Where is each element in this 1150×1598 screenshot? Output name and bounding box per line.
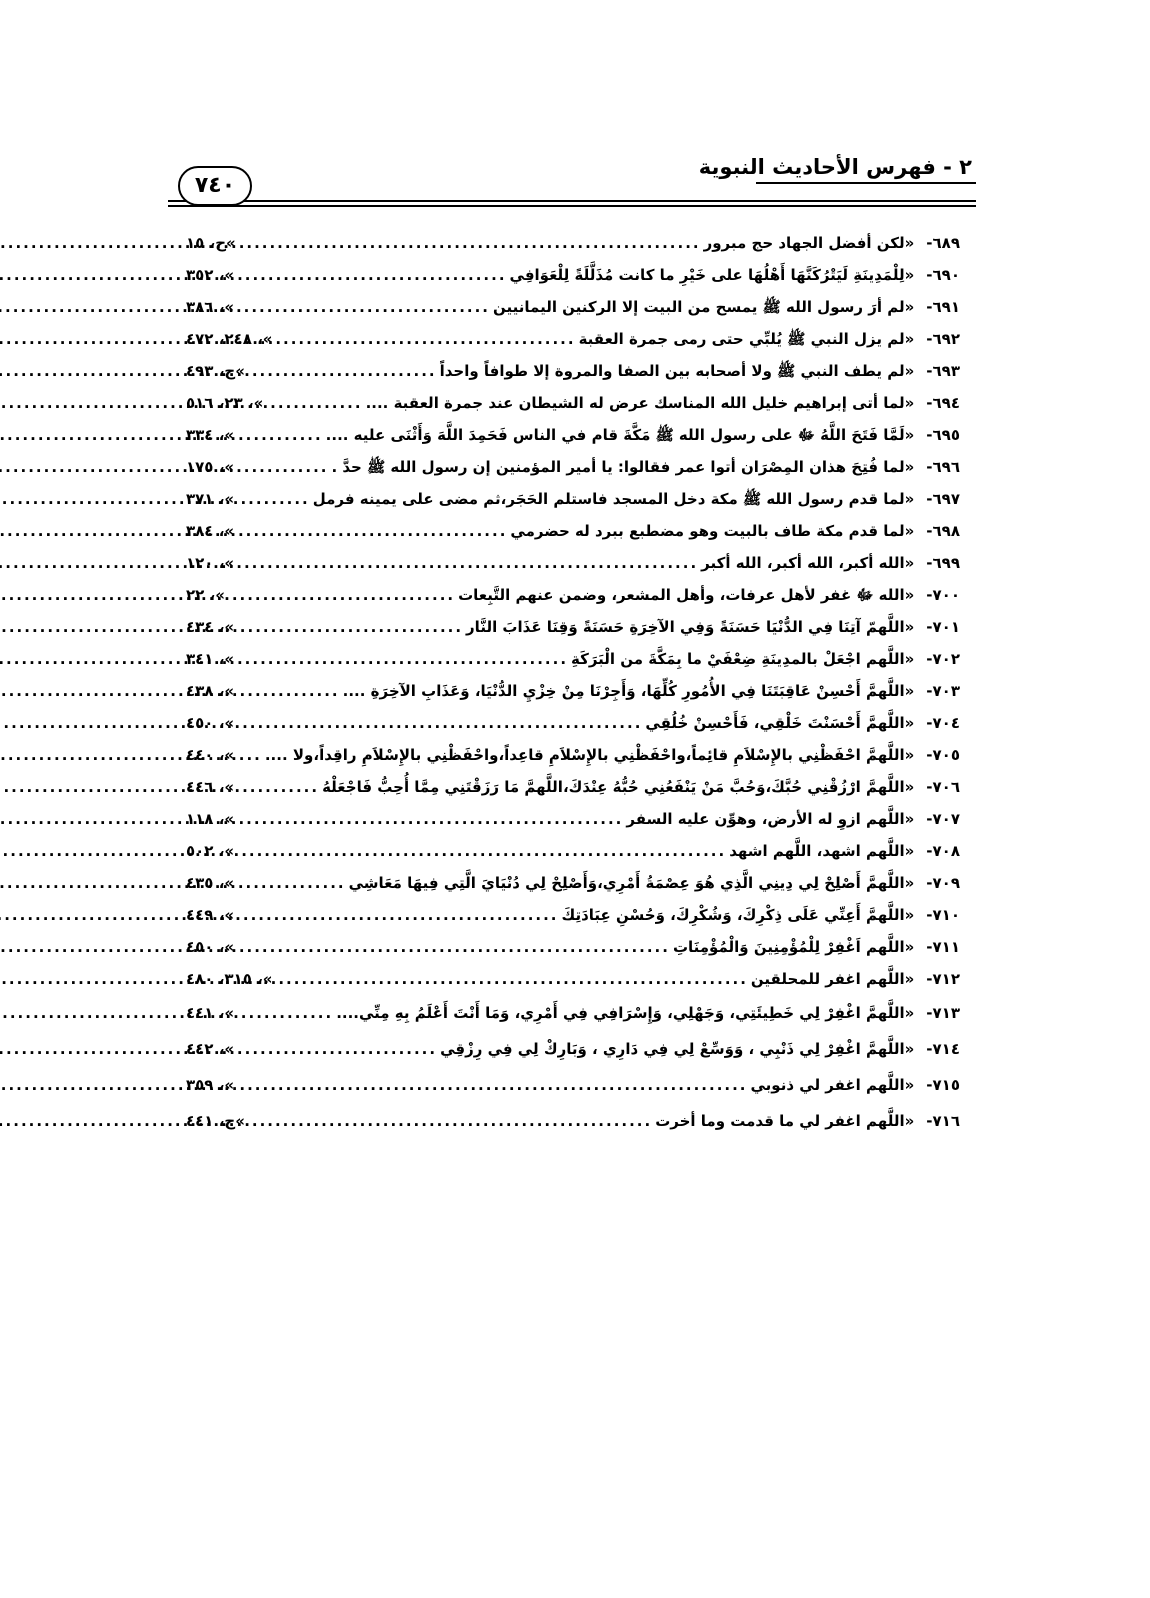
entry-text: «اللَّهمَّ أَحْسِنْ عَاقِبَتَنَا فِي الأُمُورِ كُلِّهَا، وَأَجِرْنَا مِنْ خِزْيِ الدُّنْيَا، وَعَذَابِ الآخِرَةِ .... xyxy=(342,682,915,700)
leader-dots xyxy=(248,355,437,387)
entry-page-ref: »، ٥٠٢ xyxy=(186,842,235,860)
entry-text: «اللَّهمَّ أَحْسَنْتَ خَلْقِي، فَأَحْسِنْ خُلُقِي xyxy=(645,714,915,732)
index-entry xyxy=(186,355,960,387)
leader-dots xyxy=(248,1103,652,1139)
index-entry xyxy=(186,995,960,1031)
entry-page-ref: »، ٣٨٤ xyxy=(186,522,235,540)
index-entry xyxy=(186,259,960,291)
index-entry xyxy=(186,547,960,579)
entry-text: «اللَّهمَّ أَصْلِحْ لِي دِينِي الَّذِي هُوَ عِصْمَةُ أَمْرِي،وَأَصْلِحْ لِي دُنْيَايَ الَّتِي فِيهَا مَعَاشِي xyxy=(348,874,915,892)
entry-number: ٦٩٦- xyxy=(926,458,960,476)
index-entry xyxy=(186,291,960,323)
leader-dots xyxy=(237,739,262,771)
page-number: ٧٤٠ xyxy=(178,166,252,206)
entry-number: ٧٠٢- xyxy=(926,650,960,668)
leader-dots xyxy=(237,547,698,579)
leader-dots xyxy=(237,451,328,483)
entry-text: «اللَّهمَّ اغْفِرْ لِي خَطِيئَتِي، وَجَهْلِي، وَإِسْرَافِي فِي أَمْرِي، وَمَا أَنْتَ أَعْلَمُ بِهِ مِنِّي.... xyxy=(336,1004,915,1022)
entry-page-ref: »ح، ١٥ xyxy=(186,234,236,252)
entry-text: «اللَّهم اشهد، اللَّهم اشهد xyxy=(729,842,915,860)
index-entry xyxy=(186,515,960,547)
leader-dots xyxy=(237,1031,437,1067)
entry-page-ref: »، ٤٤٦ xyxy=(186,778,235,796)
leader-dots xyxy=(237,259,506,291)
entry-number: ٧٠٩- xyxy=(926,874,960,892)
entry-page-ref: »، ٤٥٠ xyxy=(186,714,235,732)
entry-text: «اللَّهمَّ أَعِنِّي عَلَى ذِكْرِكَ، وَشُكْرِكَ، وَحُسْنِ عِبَادَتِكَ xyxy=(561,906,915,924)
index-entry xyxy=(186,707,960,739)
index-entry xyxy=(186,227,960,259)
leader-dots xyxy=(237,899,558,931)
leader-dots xyxy=(237,1067,747,1103)
entry-text: «لم يطف النبي ﷺ ولا أصحابه بين الصفا والمروة إلا طوافاً واحداً xyxy=(439,362,915,380)
entry-text: «اللَّهمَّ اغْفِرْ لِي ذَنْبِي ، وَوَسِّعْ لِي فِي دَارِي ، وَبَارِكْ لِي فِي رِزْقِي xyxy=(440,1040,915,1058)
entry-page-ref: »، ٤٤٩ xyxy=(186,906,235,924)
hadith-index-list xyxy=(186,227,960,1139)
entry-number: ٧٠٧- xyxy=(926,810,960,828)
title-underline xyxy=(756,182,976,184)
leader-dots xyxy=(275,323,575,355)
index-entry xyxy=(186,931,960,963)
entry-number: ٦٩٣- xyxy=(926,362,960,380)
entry-text: «اللَّهم اغفر لي ما قدمت وما أخرت xyxy=(655,1112,915,1130)
entry-number: ٧٠٥- xyxy=(926,746,960,764)
entry-number: ٧٠٣- xyxy=(926,682,960,700)
index-entry xyxy=(186,675,960,707)
header-rule xyxy=(168,200,976,202)
entry-number: ٧١١- xyxy=(926,938,960,956)
entry-number: ٧١٠- xyxy=(926,906,960,924)
entry-page-ref: »، ٣١٥، ٤٨٠ xyxy=(186,970,273,988)
entry-page-ref: »، ٢٤٨، ٤٧٢ xyxy=(186,330,273,348)
entry-number: ٦٩١- xyxy=(926,298,960,316)
entry-text: «لكن أفضل الجهاد حج مبرور xyxy=(703,234,915,252)
entry-text: «اللَّهم اَغْفِرْ لِلْمُؤْمِنِينَ وَالْمُؤْمِنَاتِ xyxy=(672,938,915,956)
entry-page-ref: »، ٤٤٠ xyxy=(186,746,235,764)
entry-number: ٧٠١- xyxy=(926,618,960,636)
leader-dots xyxy=(237,771,319,803)
leader-dots xyxy=(237,803,623,835)
entry-number: ٧٠٤- xyxy=(926,714,960,732)
entry-text: «لم يزل النبي ﷺ يُلبِّي حتى رمى جمرة العقبة xyxy=(578,330,915,348)
entry-page-ref: »، ١١٨ xyxy=(186,810,235,828)
entry-text: «اللَّهمَّ ارْزُقْنِي حُبَّكَ،وَحُبَّ مَنْ يَنْفَعُنِي حُبُّهُ عِنْدَكَ،اللَّهمَّ مَا رَزَقْتَنِي مِمَّا أُحِبُّ فَاجْعَلْهُ xyxy=(322,778,915,796)
index-entry xyxy=(186,483,960,515)
index-entry xyxy=(186,899,960,931)
entry-number: ٧٠٠- xyxy=(926,586,960,604)
entry-number: ٦٩٨- xyxy=(926,522,960,540)
entry-number: ٧١٤- xyxy=(926,1040,960,1058)
index-entry xyxy=(186,835,960,867)
entry-text: «لِلْمَدِينَةِ لَيَتْرُكَنَّهَا أَهْلُهَا على خَيْرِ ما كانت مُذَلَّلَةً لِلْعَوَافِي xyxy=(509,266,915,284)
entry-number: ٦٩٩- xyxy=(926,554,960,572)
index-entry xyxy=(186,771,960,803)
entry-text: «اللَّهم ازوِ له الأرض، وهوِّن عليه السفر xyxy=(626,810,915,828)
entry-number: ٦٩٧- xyxy=(926,490,960,508)
leader-dots xyxy=(237,867,346,899)
entry-page-ref: »ح، ٤٩٣ xyxy=(186,362,245,380)
entry-page-ref: »، ١٧٥ xyxy=(186,458,235,476)
leader-dots xyxy=(266,387,362,419)
entry-page-ref: »، ٤٤٢ xyxy=(186,1040,235,1058)
leader-dots xyxy=(237,611,463,643)
leader-dots xyxy=(237,675,340,707)
entry-page-ref: »، ٣٧١ xyxy=(186,490,235,508)
entry-text: «لما قدم رسول الله ﷺ مكة دخل المسجد فاستلم الحَجَر،ثم مضى على يمينه فرمل xyxy=(312,490,915,508)
entry-text: «لما أتى إبراهيم خليل الله المناسك عرض له الشيطان عند جمرة العقبة .... xyxy=(365,394,915,412)
entry-text: «لم أرَ رسول الله ﷺ يمسح من البيت إلا الركنين اليمانيين xyxy=(493,298,915,316)
index-entry xyxy=(186,1067,960,1103)
leader-dots xyxy=(237,835,726,867)
leader-dots xyxy=(275,963,747,995)
entry-text: «لما فُتِحَ هذان المِصْرَان أتوا عمر فقالوا: يا أمير المؤمنين إن رسول الله ﷺ حدَّ . xyxy=(331,458,915,476)
index-entry xyxy=(186,739,960,771)
entry-page-ref: »، ٣٤١ xyxy=(186,650,235,668)
leader-dots xyxy=(237,515,507,547)
index-entry xyxy=(186,963,960,995)
entry-number: ٧١٢- xyxy=(926,970,960,988)
index-entry xyxy=(186,387,960,419)
entry-text: «اللَّهم اغفر لي ذنوبي xyxy=(750,1076,915,1094)
entry-number: ٦٩٠- xyxy=(926,266,960,284)
leader-dots xyxy=(237,291,490,323)
entry-text: «الله ﷻ غفر لأهل عرفات، وأهل المشعر، وضمن عنهم التَّبِعات xyxy=(458,586,915,604)
entry-text: «اللَّهمّ آتِنَا فِي الدُّنْيَا حَسَنَةً وَفِي الآخِرَةِ حَسَنَةً وَقِنَا عَذَابَ النَّار xyxy=(466,618,915,636)
index-entry xyxy=(186,611,960,643)
entry-page-ref: »، ٣٥٢ xyxy=(186,266,235,284)
index-entry xyxy=(186,1103,960,1139)
leader-dots xyxy=(237,643,568,675)
entry-number: ٧١٣- xyxy=(926,1004,960,1022)
entry-text: «اللَّهمَّ احْفَظْنِي بالإِسْلاَمِ قائِماً،واحْفَظْنِي بالإِسْلاَمِ قاعِداً،واحْفَظْنِي بالإِسْلاَمِ راقِداً،ولا .... xyxy=(264,746,915,764)
index-entry xyxy=(186,803,960,835)
entry-text: «الله أكبر، الله أكبر، الله أكبر xyxy=(701,554,915,572)
leader-dots xyxy=(237,931,670,963)
entry-number: ٧٠٦- xyxy=(926,778,960,796)
page-header xyxy=(168,154,976,214)
entry-page-ref: »، ٢٢ xyxy=(186,586,225,604)
entry-text: «لما قدم مكة طاف بالبيت وهو مضطبع ببرد له حضرمي xyxy=(510,522,915,540)
index-entry xyxy=(186,867,960,899)
entry-page-ref: »ح، ٤٤١ xyxy=(186,1112,245,1130)
entry-page-ref: »، ٣٣٤ xyxy=(186,426,235,444)
index-entry xyxy=(186,1031,960,1067)
index-entry xyxy=(186,643,960,675)
entry-number: ٦٩٥- xyxy=(926,426,960,444)
entry-page-ref: »، ٤٤١ xyxy=(186,1004,235,1022)
entry-page-ref: »، ٢٣، ٥١٦ xyxy=(186,394,264,412)
header-rule xyxy=(168,205,976,207)
entry-page-ref: »، ٤٣٨ xyxy=(186,682,235,700)
leader-dots xyxy=(237,483,310,515)
leader-dots xyxy=(228,579,455,611)
entry-page-ref: »، ٣٥٩ xyxy=(186,1076,235,1094)
index-entry xyxy=(186,579,960,611)
index-entry xyxy=(186,451,960,483)
entry-text: «اللَّهم اجْعَلْ بالمدِينَةِ ضِعْفَيْ ما بِمَكَّةَ من الْبَرَكَةِ xyxy=(571,650,915,668)
section-title: ٢ - فهرس الأحاديث النبوية xyxy=(698,155,972,179)
entry-number: ٦٩٢- xyxy=(926,330,960,348)
entry-number: ٧١٦- xyxy=(926,1112,960,1130)
entry-page-ref: »، ٤٣٥ xyxy=(186,874,235,892)
entry-page-ref: »، ٤٥٠ xyxy=(186,938,235,956)
entry-number: ٦٨٩- xyxy=(926,234,960,252)
entry-page-ref: »، ٣٨٦ xyxy=(186,298,235,316)
leader-dots xyxy=(237,995,333,1031)
leader-dots xyxy=(237,707,642,739)
entry-number: ٦٩٤- xyxy=(926,394,960,412)
entry-page-ref: »، ٤٣٤ xyxy=(186,618,235,636)
index-entry xyxy=(186,323,960,355)
entry-page-ref: »، ١٢٠ xyxy=(186,554,235,572)
leader-dots xyxy=(239,227,701,259)
entry-number: ٧١٥- xyxy=(926,1076,960,1094)
leader-dots xyxy=(237,419,323,451)
entry-number: ٧٠٨- xyxy=(926,842,960,860)
entry-text: «لَمَّا فَتَحَ اللَّهُ ﷻ على رسول الله ﷺ مَكَّةَ قام في الناس فَحَمِدَ اللَّهَ وَأَثْنَى عليه .... xyxy=(325,426,915,444)
index-entry xyxy=(186,419,960,451)
entry-text: «اللَّهم اغفر للمحلقين xyxy=(750,970,915,988)
